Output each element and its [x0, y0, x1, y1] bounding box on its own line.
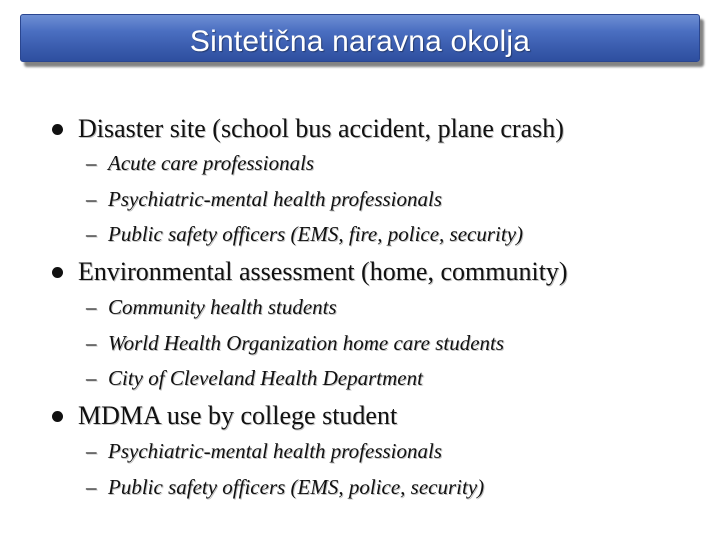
- sub-item-text: Psychiatric-mental health professionals: [108, 187, 443, 211]
- dash-marker: –: [86, 187, 97, 211]
- bullet-text: Disaster site (school bus accident, plane crash): [78, 114, 564, 143]
- bullet-text: Environmental assessment (home, community): [78, 257, 568, 286]
- bullet-dot-icon: [52, 267, 63, 278]
- sub-item-text: Psychiatric-mental health professionals: [108, 439, 443, 463]
- bullet-dot-icon: [52, 124, 63, 135]
- dash-marker: –: [86, 331, 97, 355]
- sub-item-text: Public safety officers (EMS, fire, police, security): [108, 222, 524, 246]
- sub-item: [86, 365, 423, 391]
- sub-item-text: World Health Organization home care students: [108, 331, 505, 355]
- sub-item: [86, 474, 484, 500]
- dash-marker: –: [86, 295, 97, 319]
- sub-item-text: Community health students: [108, 295, 337, 319]
- sub-item: [86, 294, 337, 320]
- sub-item: [86, 150, 314, 176]
- dash-marker: –: [86, 366, 97, 390]
- bullet-item: [52, 401, 397, 431]
- dash-marker: –: [86, 439, 97, 463]
- bullet-text: MDMA use by college student: [78, 401, 398, 430]
- sub-item: [86, 186, 442, 212]
- bullet-dot-icon: [52, 411, 63, 422]
- bullet-item: [52, 114, 564, 144]
- dash-marker: –: [86, 222, 97, 246]
- dash-marker: –: [86, 151, 97, 175]
- sub-item: [86, 221, 523, 247]
- slide-title: Sintetična naravna okolja: [189, 25, 531, 58]
- sub-item: [86, 438, 442, 464]
- sub-item-text: Public safety officers (EMS, police, security): [108, 475, 485, 499]
- sub-item: [86, 330, 504, 356]
- sub-item-text: Acute care professionals: [108, 151, 315, 175]
- dash-marker: –: [86, 475, 97, 499]
- bullet-item: [52, 257, 568, 287]
- sub-item-text: City of Cleveland Health Department: [108, 366, 423, 390]
